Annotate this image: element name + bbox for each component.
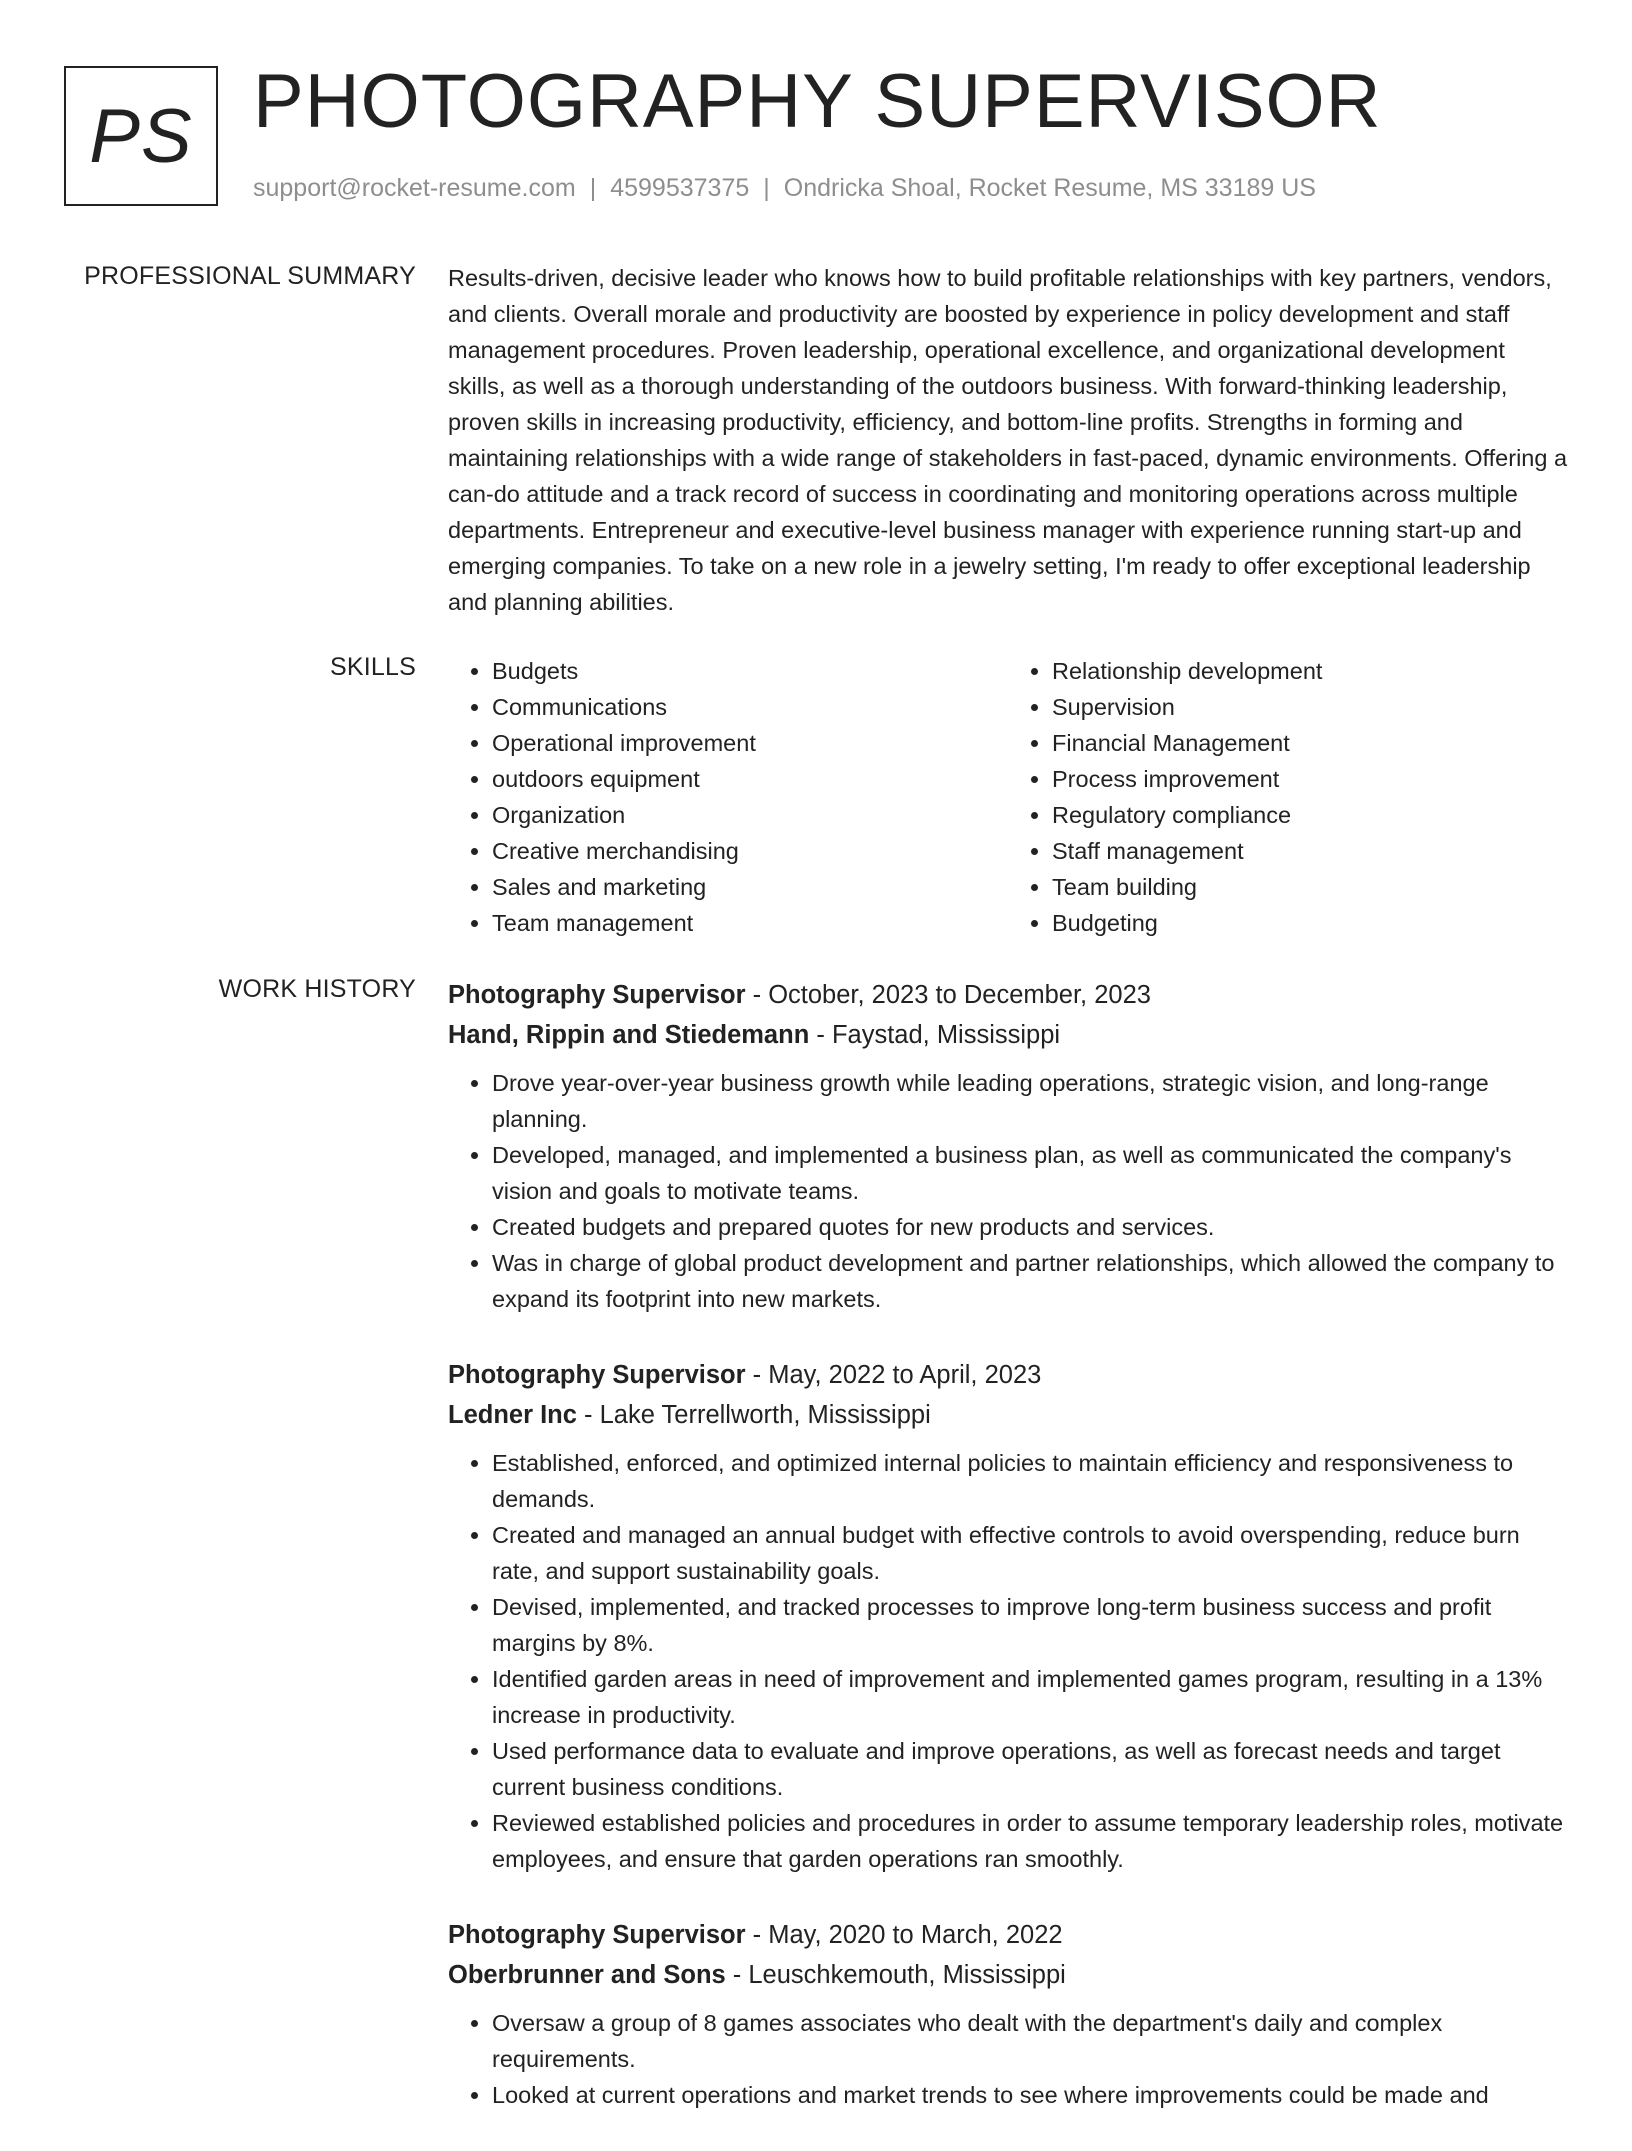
job-bullet: • Identified garden areas in need of improvement and implemented games program, resulting in a 13% increase in productivity.	[492, 1661, 1568, 1733]
job-bullet: • Devised, implemented, and tracked processes to improve long-term business success and profit margins by 8%.	[492, 1589, 1568, 1661]
job-entry	[448, 975, 1568, 1317]
job-title: Photography Supervisor	[448, 1921, 746, 1949]
job-bullet: • Oversaw a group of 8 games associates who dealt with the department's daily and complex requirements.	[492, 2005, 1568, 2077]
job-bullet: • Established, enforced, and optimized internal policies to maintain efficiency and responsiveness to demands.	[492, 1445, 1568, 1517]
job-bullet: • Was in charge of global product development and partner relationships, which allowed the company to expand its footprint into new markets.	[492, 1245, 1568, 1317]
monogram-initials: PS	[89, 93, 193, 179]
job-entry	[448, 1915, 1568, 2113]
job-bullet: • Reviewed established policies and procedures in order to assume temporary leadership roles, motivate employees, and ensure that garden operations ran smoothly.	[492, 1805, 1568, 1877]
contact-email[interactable]: support@rocket-resume.com	[253, 174, 576, 202]
job-dates: - May, 2020 to March, 2022	[745, 1921, 1063, 1949]
resume-header	[64, 59, 1568, 210]
work-history-body	[448, 975, 1568, 2151]
skill-item: • Communications	[492, 689, 1008, 725]
job-bullet: • Looked at current operations and market trends to see where improvements could be made and	[492, 2077, 1568, 2113]
job-bullet-list	[448, 1065, 1568, 1317]
job-dates: - October, 2023 to December, 2023	[745, 981, 1151, 1009]
skill-item: • Relationship development	[1052, 653, 1568, 689]
skill-item: • Financial Management	[1052, 725, 1568, 761]
job-entry	[448, 1355, 1568, 1877]
contact-separator: |	[763, 174, 770, 202]
section-heading-skills: SKILLS	[330, 653, 416, 681]
skill-item: • Creative merchandising	[492, 833, 1008, 869]
job-company-line	[448, 1955, 1568, 1995]
contact-phone[interactable]: 4599537375	[610, 174, 750, 202]
job-company-line	[448, 1395, 1568, 1435]
job-bullet-list	[448, 2005, 1568, 2113]
job-title: Photography Supervisor	[448, 1361, 746, 1389]
skill-item: • outdoors equipment	[492, 761, 1008, 797]
skill-item: • Staff management	[1052, 833, 1568, 869]
contact-separator: |	[589, 174, 597, 202]
job-bullet: • Created budgets and prepared quotes for new products and services.	[492, 1209, 1568, 1245]
job-location: - Lake Terrellworth, Mississippi	[576, 1401, 931, 1429]
job-bullet: • Developed, managed, and implemented a business plan, as well as communicated the company's vision and goals to motivate teams.	[492, 1137, 1568, 1209]
job-location: - Faystad, Mississippi	[809, 1021, 1061, 1049]
skill-item: • Sales and marketing	[492, 869, 1008, 905]
job-company: Hand, Rippin and Stiedemann	[448, 1021, 810, 1049]
job-title: Photography Supervisor	[448, 981, 746, 1009]
skill-item: • Supervision	[1052, 689, 1568, 725]
skill-item: • Operational improvement	[492, 725, 1008, 761]
skills-list-left	[448, 653, 1008, 941]
summary-body	[448, 260, 1568, 620]
contact-address: Ondricka Shoal, Rocket Resume, MS 33189 US	[783, 174, 1316, 202]
resume-title: PHOTOGRAPHY SUPERVISOR	[253, 59, 1382, 144]
job-location: - Leuschkemouth, Mississippi	[725, 1961, 1066, 1989]
skill-item: • Organization	[492, 797, 1008, 833]
job-company: Oberbrunner and Sons	[448, 1961, 726, 1989]
job-company-line	[448, 1015, 1568, 1055]
job-company: Ledner Inc	[448, 1401, 577, 1429]
skill-item: • Regulatory compliance	[1052, 797, 1568, 833]
job-bullet: • Created and managed an annual budget with effective controls to avoid overspending, reduce burn rate, and support sustainability goals.	[492, 1517, 1568, 1589]
job-title-line	[448, 1915, 1568, 1955]
skill-item: • Team management	[492, 905, 1008, 941]
section-heading-work-history: WORK HISTORY	[218, 975, 416, 1003]
skills-columns	[448, 653, 1568, 941]
job-title-line	[448, 1355, 1568, 1395]
job-bullet: • Used performance data to evaluate and improve operations, as well as forecast needs and target current business conditions.	[492, 1733, 1568, 1805]
monogram-box	[64, 66, 218, 206]
skill-item: • Team building	[1052, 869, 1568, 905]
job-bullet-list	[448, 1445, 1568, 1877]
skill-item: • Process improvement	[1052, 761, 1568, 797]
skills-list-right	[1008, 653, 1568, 941]
job-bullet: • Drove year-over-year business growth while leading operations, strategic vision, and long-range planning.	[492, 1065, 1568, 1137]
contact-line	[253, 174, 1316, 203]
section-heading-summary: PROFESSIONAL SUMMARY	[84, 262, 416, 290]
job-title-line	[448, 975, 1568, 1015]
skill-item: • Budgeting	[1052, 905, 1568, 941]
skill-item: • Budgets	[492, 653, 1008, 689]
summary-text: Results-driven, decisive leader who knows how to build profitable relationships with key partners, vendors, and clients. Overall morale and productivity are boosted by experience in policy development and staff management procedures. Proven leadership, operational excellence, and organizational development skills, as well as a thorough understanding of the outdoors business. With forward-thinking leadership, proven skills in increasing productivity, efficiency, and bottom-line profits. Strengths in forming and maintaining relationships with a wide range of stakeholders in fast-paced, dynamic environments. Offering a can-do attitude and a track record of success in coordinating and monitoring operations across multiple departments. Entrepreneur and executive-level business manager with experience running start-up and emerging companies. To take on a new role in a jewelry setting, I'm ready to offer exceptional leadership and planning abilities.	[448, 265, 1568, 615]
job-dates: - May, 2022 to April, 2023	[745, 1361, 1042, 1389]
